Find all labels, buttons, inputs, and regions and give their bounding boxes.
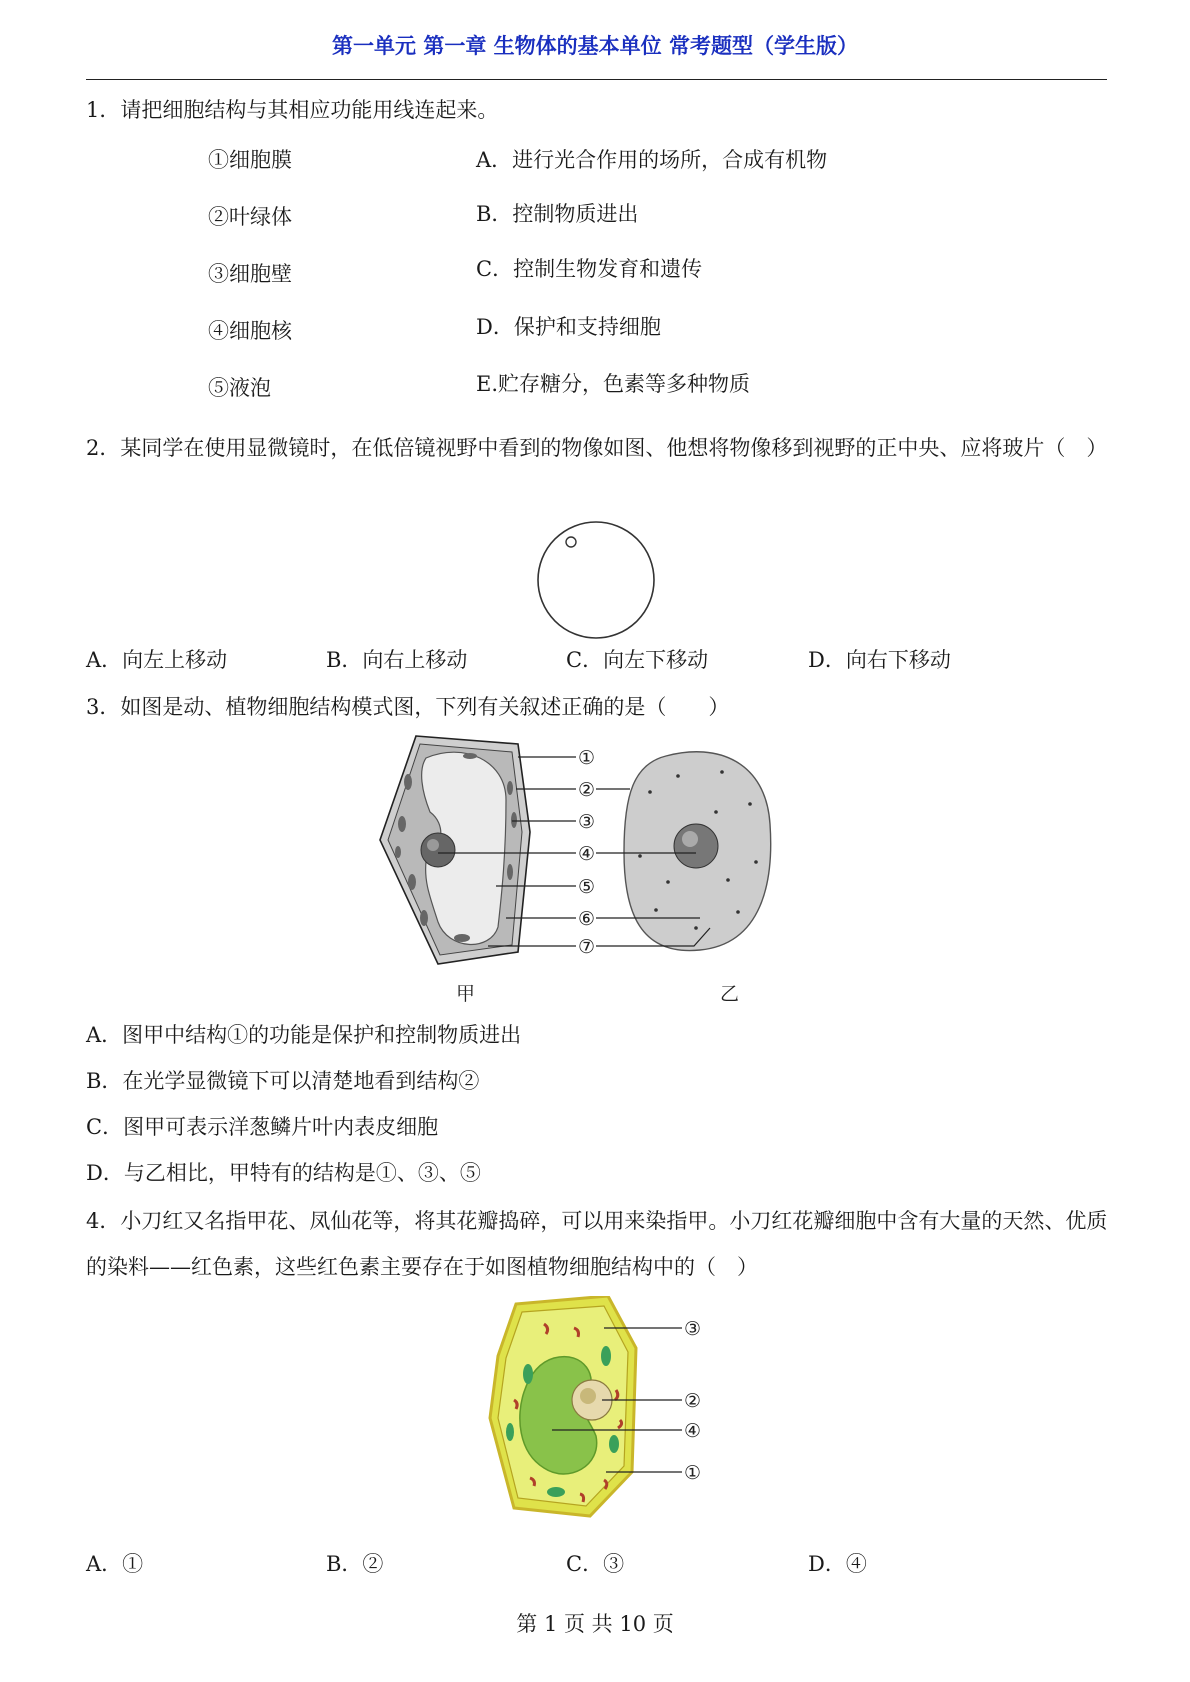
label-6: ⑥ bbox=[578, 908, 596, 930]
q4-figure-labels bbox=[684, 1318, 701, 1484]
q3-option-c: C．图甲可表示洋葱鳞片叶内表皮细胞 bbox=[86, 1115, 439, 1139]
specimen-image-dot bbox=[566, 537, 576, 547]
q1-left-item: ①细胞膜 bbox=[208, 148, 292, 172]
q1-right-item: C．控制生物发育和遗传 bbox=[476, 257, 703, 281]
field-of-view-circle bbox=[538, 522, 654, 638]
cell-structure-figure bbox=[378, 732, 808, 1010]
header-divider bbox=[86, 79, 1107, 80]
q4-stem: 4．小刀红又名指甲花、凤仙花等，将其花瓣捣碎，可以用来染指甲。小刀红花瓣细胞中含有大量的天然、优质的染料——红色素，这些红色素主要存在于如图植物细胞结构中的（ ） bbox=[86, 1209, 1108, 1279]
label-2: ② bbox=[684, 1390, 702, 1412]
page-title: 第一单元 第一章 生物体的基本单位 常考题型（学生版） bbox=[332, 34, 858, 58]
q3-stem: 3．如图是动、植物细胞结构模式图，下列有关叙述正确的是（ ） bbox=[86, 695, 730, 719]
label-3: ③ bbox=[684, 1318, 702, 1340]
label-3: ③ bbox=[578, 811, 596, 833]
q1-left-item: ③细胞壁 bbox=[208, 262, 292, 286]
microscope-field-figure bbox=[534, 518, 658, 642]
plant-cell-color-diagram bbox=[490, 1296, 636, 1516]
caption-yi: 乙 bbox=[720, 983, 740, 1005]
plant-cell-diagram bbox=[380, 736, 530, 964]
label-7: ⑦ bbox=[578, 936, 596, 958]
label-4: ④ bbox=[684, 1420, 702, 1442]
caption-jia: 甲 bbox=[456, 983, 476, 1005]
q4-option-a: A．① bbox=[86, 1552, 144, 1576]
label-4: ④ bbox=[578, 843, 596, 865]
q4-option-c: C．③ bbox=[566, 1552, 625, 1576]
q2-stem: 2．某同学在使用显微镜时，在低倍镜视野中看到的物像如图、他想将物像移到视野的正中央、应将玻片（ ） bbox=[86, 436, 1108, 460]
q3-option-a: A．图甲中结构①的功能是保护和控制物质进出 bbox=[86, 1023, 522, 1047]
plant-cell-color-figure bbox=[486, 1296, 726, 1518]
label-5: ⑤ bbox=[578, 876, 596, 898]
q3-option-d: D．与乙相比，甲特有的结构是①、③、⑤ bbox=[86, 1161, 481, 1185]
q4-option-b: B．② bbox=[326, 1552, 384, 1576]
label-1: ① bbox=[578, 747, 596, 769]
q1-right-item: E.贮存糖分，色素等多种物质 bbox=[476, 372, 751, 396]
page-number: 第 1 页 共 10 页 bbox=[516, 1612, 674, 1636]
q1-right-item: B．控制物质进出 bbox=[476, 202, 639, 226]
animal-cell-diagram bbox=[624, 752, 771, 951]
q1-left-item: ②叶绿体 bbox=[208, 205, 292, 229]
q4-option-d: D．④ bbox=[808, 1552, 867, 1576]
label-1: ① bbox=[684, 1462, 702, 1484]
q1-left-item: ⑤液泡 bbox=[208, 376, 271, 400]
q2-option-b: B．向右上移动 bbox=[326, 648, 468, 672]
q1-right-item: A．进行光合作用的场所，合成有机物 bbox=[476, 148, 828, 172]
label-2: ② bbox=[578, 779, 596, 801]
q3-option-b: B．在光学显微镜下可以清楚地看到结构② bbox=[86, 1069, 480, 1093]
q1-left-item: ④细胞核 bbox=[208, 319, 292, 343]
q2-option-a: A．向左上移动 bbox=[86, 648, 228, 672]
q2-option-d: D．向右下移动 bbox=[808, 648, 951, 672]
q1-right-item: D．保护和支持细胞 bbox=[476, 315, 661, 339]
q2-option-c: C．向左下移动 bbox=[566, 648, 709, 672]
q1-stem: 1．请把细胞结构与其相应功能用线连起来。 bbox=[86, 98, 499, 122]
